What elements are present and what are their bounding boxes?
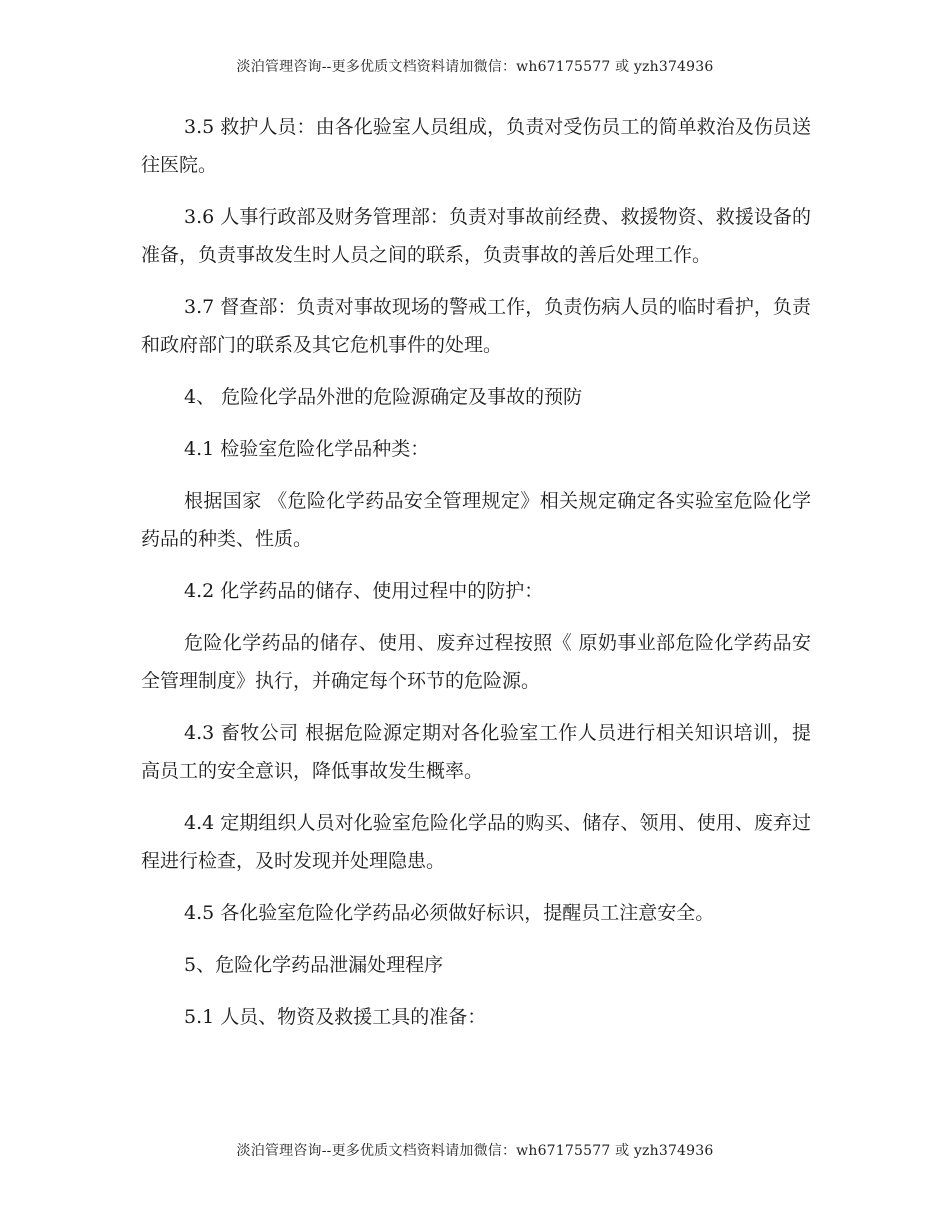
section-heading-5: 5、危险化学药品泄漏处理程序 <box>184 954 444 976</box>
paragraph-4-5: 4.5 各化验室危险化学药品必须做好标识，提醒员工注意安全。 <box>184 902 715 924</box>
paragraph-3-6: 3.6 人事行政部及财务管理部：负责对事故前经费、救援物资、救援设备的准备，负责事故发生时人员之间的联系，负责事故的善后处理工作。 <box>141 206 811 266</box>
subheading-4-1: 4.1 检验室危险化学品种类： <box>184 438 430 460</box>
subheading-4-2: 4.2 化学药品的储存、使用过程中的防护： <box>184 580 544 602</box>
paragraph-3-5: 3.5 救护人员：由各化验室人员组成，负责对受伤员工的简单救治及伤员送往医院。 <box>141 116 811 176</box>
document-body <box>141 108 811 1050</box>
paragraph-4-3: 4.3 畜牧公司 根据危险源定期对各化验室工作人员进行相关知识培训，提高员工的安全意识，降低事故发生概率。 <box>141 722 811 782</box>
paragraph-3-7: 3.7 督查部：负责对事故现场的警戒工作，负责伤病人员的临时看护，负责和政府部门的联系及其它危机事件的处理。 <box>141 296 811 356</box>
paragraph-4-1-body: 根据国家 《危险化学药品安全管理规定》相关规定确定各实验室危险化学药品的种类、性质。 <box>141 490 811 550</box>
subheading-5-1: 5.1 人员、物资及救援工具的准备： <box>184 1006 487 1028</box>
section-heading-4: 4、 危险化学品外泄的危险源确定及事故的预防 <box>184 386 583 408</box>
page-header: 淡泊管理咨询--更多优质文档资料请加微信：wh67175577 或 yzh374936 <box>236 59 714 75</box>
page-footer: 淡泊管理咨询--更多优质文档资料请加微信：wh67175577 或 yzh374936 <box>236 1143 714 1159</box>
paragraph-4-4: 4.4 定期组织人员对化验室危险化学品的购买、储存、领用、使用、废弃过程进行检查，及时发现并处理隐患。 <box>141 812 811 872</box>
paragraph-4-2-body: 危险化学药品的储存、使用、废弃过程按照《 原奶事业部危险化学药品安全管理制度》执行，并确定每个环节的危险源。 <box>141 632 811 692</box>
